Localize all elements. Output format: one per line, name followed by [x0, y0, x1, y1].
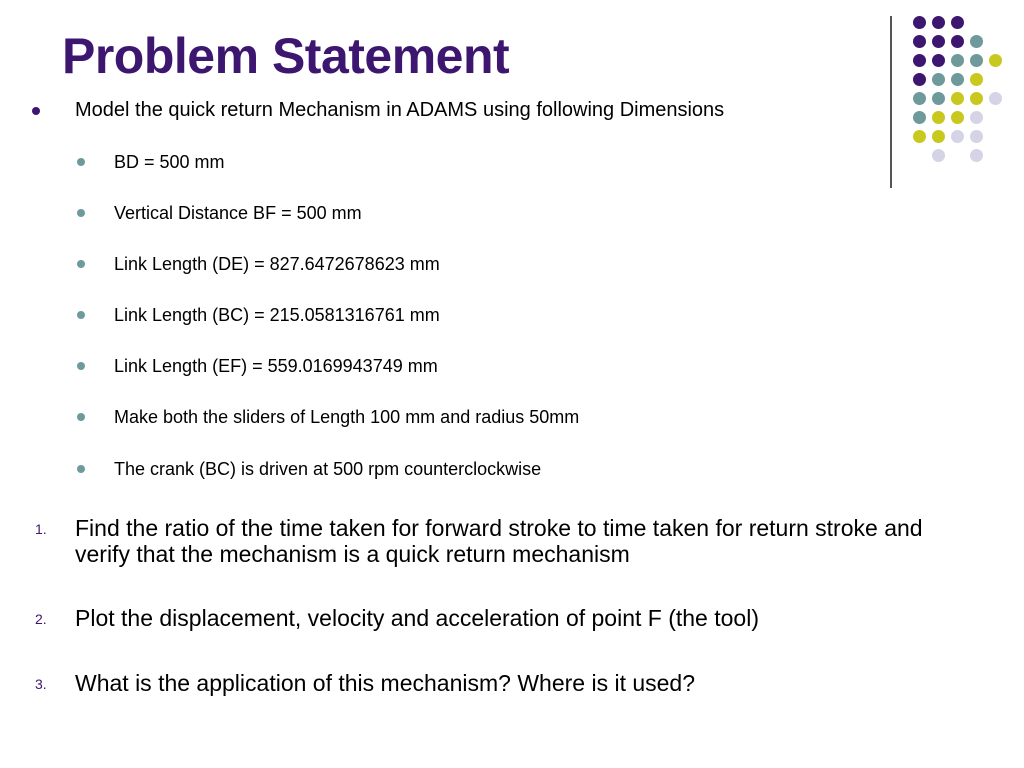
decor-dot	[932, 92, 945, 105]
bullet-dot-icon	[32, 107, 40, 115]
decor-dot	[970, 54, 983, 67]
decor-dot	[932, 73, 945, 86]
decor-dot	[932, 54, 945, 67]
sub-bullet-text: Link Length (DE) = 827.6472678623 mm	[114, 254, 440, 274]
decor-dot	[951, 92, 964, 105]
bullet-dot-icon	[77, 158, 85, 166]
decor-dot	[932, 35, 945, 48]
decor-dot	[913, 73, 926, 86]
decor-dot	[989, 92, 1002, 105]
item-number: 1.	[35, 521, 47, 537]
bullet-dot-icon	[77, 209, 85, 217]
decor-dot	[970, 73, 983, 86]
decor-dot	[951, 111, 964, 124]
sub-bullet-text: Make both the sliders of Length 100 mm and radius 50mm	[114, 407, 580, 427]
numbered-item-text: Find the ratio of the time taken for forward stroke to time taken for return stroke and verify that the mechanism is a quick return mechanism	[75, 515, 923, 567]
bullet-dot-icon	[77, 260, 85, 268]
item-number: 3.	[35, 676, 47, 692]
decor-dot	[970, 35, 983, 48]
decor-dot	[951, 16, 964, 29]
item-number: 2.	[35, 611, 47, 627]
decor-dot	[951, 54, 964, 67]
numbered-item-text: What is the application of this mechanism? Where is it used?	[75, 670, 696, 696]
sub-bullet-text: The crank (BC) is driven at 500 rpm counterclockwise	[114, 459, 542, 479]
decor-dot	[913, 130, 926, 143]
decor-dot	[970, 130, 983, 143]
decor-dot	[913, 54, 926, 67]
divider-line	[890, 16, 892, 188]
bullet-dot-icon	[77, 362, 85, 370]
decor-dot	[913, 16, 926, 29]
main-bullet-text: Model the quick return Mechanism in ADAMS using following Dimensions	[75, 99, 725, 121]
decor-dot	[951, 73, 964, 86]
sub-bullet-text: Link Length (BC) = 215.0581316761 mm	[114, 305, 440, 325]
decor-dot	[913, 92, 926, 105]
bullet-dot-icon	[77, 311, 85, 319]
decor-dot	[951, 130, 964, 143]
sub-bullet-text: Link Length (EF) = 559.0169943749 mm	[114, 356, 438, 376]
decor-dot	[932, 149, 945, 162]
decor-dot	[970, 149, 983, 162]
numbered-item-text: Plot the displacement, velocity and acceleration of point F (the tool)	[75, 605, 759, 631]
bullet-dot-icon	[77, 465, 85, 473]
decor-dot	[932, 111, 945, 124]
sub-bullet-text: Vertical Distance BF = 500 mm	[114, 203, 362, 223]
sub-bullet-text: BD = 500 mm	[114, 152, 225, 172]
page-title: Problem Statement	[62, 28, 510, 84]
decor-dot	[970, 111, 983, 124]
decor-dot	[989, 54, 1002, 67]
decor-dot	[951, 35, 964, 48]
decor-dot	[913, 35, 926, 48]
decor-dot	[913, 111, 926, 124]
decor-dot	[932, 16, 945, 29]
decor-dot	[970, 92, 983, 105]
decor-dot	[932, 130, 945, 143]
bullet-dot-icon	[77, 413, 85, 421]
